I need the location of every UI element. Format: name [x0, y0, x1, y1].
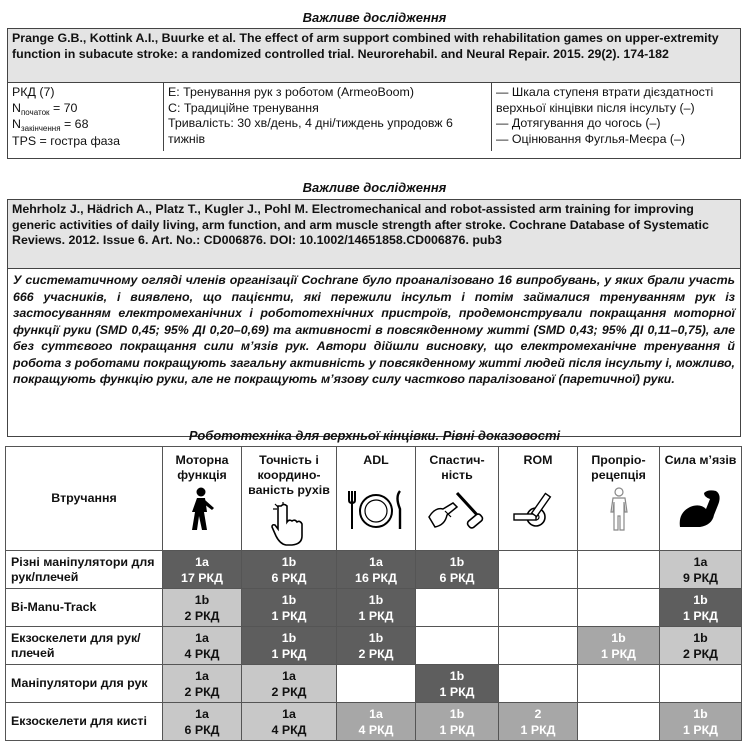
- study1-box: [7, 28, 741, 159]
- evidence-cell: [242, 627, 337, 665]
- rct-count: 2 РКД: [184, 608, 220, 623]
- evidence-level: 1b: [611, 630, 626, 645]
- row-label: Bi-Manu-Track: [6, 589, 163, 627]
- header-column-label: Точність і координованість рухів: [248, 453, 330, 497]
- evidence-cell: [499, 703, 578, 741]
- header-column-label: ADL: [363, 453, 389, 467]
- header-intervention: Втручання: [6, 447, 163, 551]
- evidence-cell: [242, 589, 337, 627]
- evidence-cell: [416, 665, 499, 703]
- evidence-level: 1a: [195, 668, 209, 683]
- evidence-level: 1b: [281, 592, 297, 607]
- evidence-cell: [499, 627, 578, 665]
- table-row: [6, 589, 742, 627]
- evidence-cell: [337, 589, 416, 627]
- study1-intervention-column: [164, 83, 492, 151]
- rct-count: 17 РКД: [181, 570, 223, 585]
- evidence-cell: [163, 627, 242, 665]
- evidence-cell: [337, 703, 416, 741]
- row-label: Різні маніпулятори для рук/плечей: [6, 551, 163, 589]
- rct-count: 16 РКД: [355, 570, 397, 585]
- human-figure-icon: [578, 487, 659, 535]
- plate-cutlery-icon: [337, 487, 415, 535]
- evidence-cell: [416, 589, 499, 627]
- rct-count: 1 РКД: [439, 684, 475, 699]
- evidence-cell: [416, 627, 499, 665]
- evidence-cell: [163, 589, 242, 627]
- rct-count: 1 РКД: [271, 608, 307, 623]
- evidence-level: 1a: [195, 554, 209, 569]
- evidence-cell: [578, 589, 660, 627]
- header-column-label: Спастичність: [429, 453, 485, 482]
- table-header-row: [6, 447, 742, 551]
- study1-n-start: $N_{початок} = 70$: [12, 100, 78, 117]
- evidence-level: 1b: [693, 592, 708, 607]
- study1-n-end: $N_{закінчення} = 68$: [12, 117, 89, 133]
- pointing-hand-icon: [242, 502, 336, 550]
- study1-outcome-2: — Дотягування до чогось (–): [496, 116, 661, 130]
- evidence-cell: [242, 665, 337, 703]
- rct-count: 6 РКД: [439, 570, 475, 585]
- evidence-cell: [499, 665, 578, 703]
- study1-heading: Важливе дослідження: [302, 10, 447, 25]
- row-label: Екзоскелети для рук/плечей: [6, 627, 163, 665]
- study1-design-column: [8, 83, 164, 151]
- header-column-4: [416, 447, 499, 551]
- walking-person-icon: [163, 487, 241, 535]
- evidence-level: 1b: [449, 554, 465, 569]
- evidence-level: 2: [534, 706, 542, 721]
- evidence-level: 1a: [369, 706, 383, 721]
- evidence-level: 1a: [693, 554, 708, 569]
- table-title: Робототехніка для верхньої кінцівки. Рівні доказовості: [188, 428, 561, 443]
- evidence-cell: [660, 703, 742, 741]
- evidence-cell: [578, 627, 660, 665]
- table-row: [6, 551, 742, 589]
- evidence-cell: [660, 551, 742, 589]
- header-column-6: [578, 447, 660, 551]
- rct-count: 9 РКД: [683, 570, 718, 585]
- reflex-hammer-icon: [416, 487, 498, 535]
- evidence-table: [5, 446, 742, 741]
- evidence-level: 1b: [281, 630, 297, 645]
- evidence-cell: [163, 665, 242, 703]
- rct-count: 4 РКД: [271, 722, 307, 737]
- rct-count: 2 РКД: [184, 684, 220, 699]
- evidence-level: 1b: [693, 706, 708, 721]
- evidence-level: 1a: [282, 668, 296, 683]
- evidence-cell: [660, 589, 742, 627]
- evidence-level: 1a: [282, 706, 296, 721]
- row-label: Екзоскелети для кисті: [6, 703, 163, 741]
- evidence-level: 1b: [281, 554, 297, 569]
- rct-count: 4 РКД: [184, 646, 220, 661]
- header-column-5: [499, 447, 578, 551]
- header-column-2: [242, 447, 337, 551]
- table-row: [6, 627, 742, 665]
- evidence-cell: [578, 551, 660, 589]
- evidence-cell: [660, 665, 742, 703]
- study1-outcomes-column: [492, 83, 740, 151]
- header-column-label: Пропріорецепція: [591, 453, 646, 482]
- rct-count: 1 РКД: [683, 722, 718, 737]
- study1-reference: Prange G.B., Kottink A.I., Buurke et al. The effect of arm support combined with rehabilitation games on upper-extremity function in subacute stroke: a randomized controlled trial. Neurorehabil. and Neural Repair. 2015. 29(2). 174-182: [8, 29, 740, 83]
- evidence-cell: [163, 551, 242, 589]
- table-row: [6, 665, 742, 703]
- header-column-3: [337, 447, 416, 551]
- rct-count: 4 РКД: [358, 722, 394, 737]
- study1-phase: TPS = гостра фаза: [12, 133, 120, 148]
- evidence-cell: [416, 703, 499, 741]
- goniometer-icon: [499, 487, 577, 535]
- header-column-label: Моторна функція: [175, 453, 229, 482]
- rct-count: 6 РКД: [271, 570, 307, 585]
- study2-heading: Важливе дослідження: [302, 180, 447, 195]
- study1-outcome-3: — Оцінювання Фуглья-Меєра (–): [496, 131, 686, 146]
- header-column-7: [660, 447, 742, 551]
- rct-count: 1 РКД: [601, 646, 636, 661]
- evidence-level: 1a: [195, 630, 209, 645]
- rct-count: 6 РКД: [184, 722, 220, 737]
- evidence-level: 1b: [449, 706, 465, 721]
- rct-count: 1 РКД: [439, 722, 475, 737]
- rct-count: 1 РКД: [271, 646, 307, 661]
- evidence-cell: [337, 627, 416, 665]
- study1-experimental: Е: Тренування рук з роботом (ArmeoBoom): [168, 85, 414, 99]
- evidence-cell: [242, 551, 337, 589]
- evidence-level: 1b: [693, 630, 708, 645]
- flexed-arm-icon: [660, 487, 741, 535]
- study1-design: РКД (7): [12, 85, 55, 99]
- study1-duration: Тривалість: 30 хв/день, 4 дні/тиждень упродовж 6 тижнів: [168, 116, 453, 146]
- study2-reference: Mehrholz J., Hädrich A., Platz T., Kugler J., Pohl M. Electromechanical and robot-assisted arm training for improving generic activities of daily living, arm function, and arm muscle strength after stroke. Cochrane Database of Systematic Reviews. 2012. Issue 6. Art. No.: CD006876. DOI: 10.1002/14651858.CD006876. pub3: [8, 200, 740, 269]
- header-column-label: Сила м’язів: [664, 453, 737, 467]
- evidence-cell: [337, 665, 416, 703]
- study1-control: С: Традиційне тренування: [168, 100, 319, 115]
- row-label: Маніпулятори для рук: [6, 665, 163, 703]
- rct-count: 1 РКД: [520, 722, 556, 737]
- evidence-level: 1b: [368, 592, 384, 607]
- study1-outcome-1: — Шкала ступеня втрати дієздатності верхньої кінцівки після інсульту (–): [496, 85, 714, 115]
- header-column-label: ROM: [523, 453, 553, 467]
- evidence-level: 1b: [194, 592, 210, 607]
- evidence-level: 1a: [369, 554, 383, 569]
- evidence-cell: [578, 703, 660, 741]
- header-column-1: [163, 447, 242, 551]
- rct-count: 1 РКД: [683, 608, 718, 623]
- evidence-cell: [416, 551, 499, 589]
- evidence-cell: [578, 665, 660, 703]
- evidence-cell: [499, 551, 578, 589]
- evidence-cell: [660, 627, 742, 665]
- rct-count: 2 РКД: [271, 684, 307, 699]
- study2-summary: У систематичному огляді членів організації Cochrane було проаналізовано 16 випробувань, у яких брали участь 666 учасників, і виявлено, що пацієнти, які пережили інсульт і потім займалися тренуванням рук із застосуванням електромеханічних і робототехнічних пристроїв, продемонстрували покращання моторної функції руки (SMD 0,45; 95% ДІ 0,20–0,69) та активності в повсякденному житті (SMD 0,43; 95% ДІ 0,11–0,75), але без суттєвого покращання сили м’язів рук. Автори дійшли висновку, що електромеханічне тренування й робота з роботами покращують загальну активність у повсякденному житті людей після інсульту і, можливо, покращують функцію руки, але не покращують м’язову силу частково паралізованої (паретичної) руки.: [13, 273, 735, 386]
- evidence-cell: [337, 551, 416, 589]
- evidence-cell: [499, 589, 578, 627]
- evidence-cell: [242, 703, 337, 741]
- study2-box: [7, 199, 741, 437]
- rct-count: 2 РКД: [358, 646, 394, 661]
- evidence-cell: [163, 703, 242, 741]
- evidence-level: 1b: [449, 668, 465, 683]
- rct-count: 2 РКД: [683, 646, 718, 661]
- study1-details: [8, 83, 740, 151]
- evidence-level: 1b: [368, 630, 384, 645]
- rct-count: 1 РКД: [358, 608, 394, 623]
- evidence-level: 1a: [195, 706, 209, 721]
- table-row: [6, 703, 742, 741]
